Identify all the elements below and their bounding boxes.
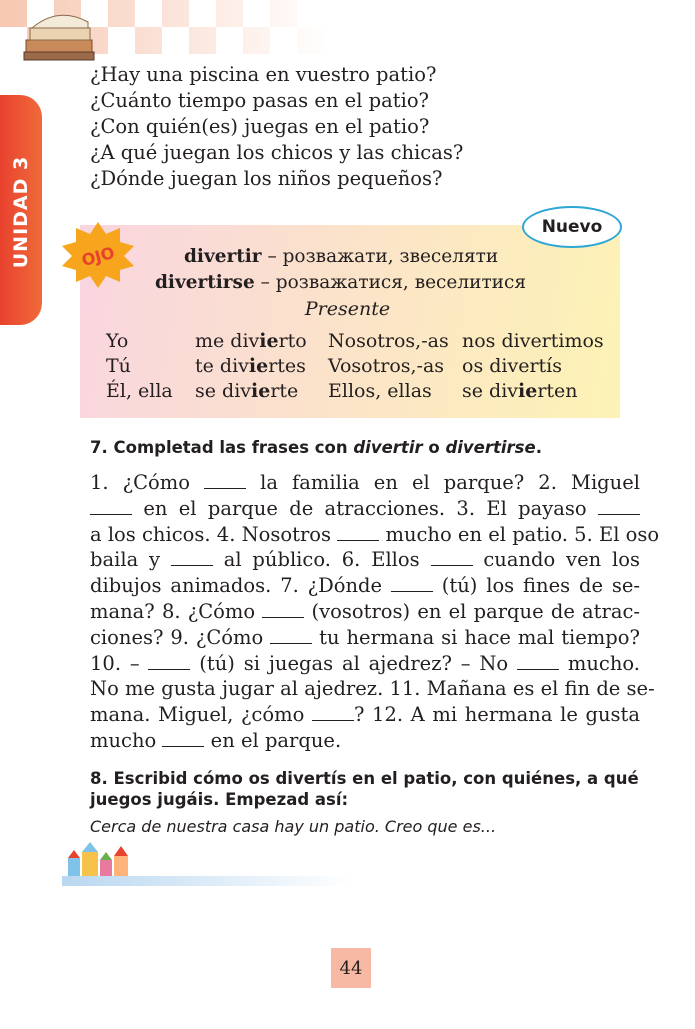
conj-form-plural: se divierten (462, 380, 578, 402)
exercise-text: (vosotros) en el parque de atrac- (304, 599, 640, 623)
answer-blank (517, 655, 559, 670)
answer-blank (431, 551, 473, 566)
answer-blank (262, 603, 304, 618)
exercise-text: dibujos animados. 7. ¿Dónde (90, 574, 391, 598)
answer-blank (204, 474, 246, 489)
exercise-text: 10. – (90, 651, 149, 675)
question-item: ¿Cuánto tiempo pasas en el patio? (90, 89, 430, 112)
exercise-8-title: 8. Escribid cómo os divertís en el patio, con quiénes, a qué juegos jugáis. Empezad así: (90, 769, 639, 809)
exercise-text: al público. 6. Ellos (212, 548, 431, 572)
answer-blank (171, 551, 213, 566)
answer-blank (162, 732, 204, 747)
nuevo-badge: Nuevo (522, 206, 622, 248)
question-item: ¿Con quién(es) juegas en el patio? (90, 115, 430, 138)
conj-form-plural: nos divertimos (462, 330, 604, 352)
verb-word: divertir (184, 246, 262, 267)
verb-divertir (184, 246, 498, 267)
verb-translation: – розважатися, веселитися (260, 272, 527, 293)
exercise-text: ciones? 9. ¿Cómo (90, 625, 271, 649)
houses-decoration-icon (62, 838, 352, 888)
exercise-text: tu hermana si hace mal tiempo? (312, 625, 640, 649)
exercise-text: No me gusta jugar al ajedrez. 11. Mañana es el fin de se- (90, 677, 655, 701)
exercise-line (90, 702, 640, 728)
unit-label: UNIDAD 3 (10, 155, 32, 269)
exercise-text: en el parque. (204, 728, 342, 752)
exercise-line (90, 625, 640, 651)
ojo-badge-label: OJO (79, 243, 117, 270)
answer-blank (312, 706, 354, 721)
exercise-line (90, 522, 660, 548)
exercise-8-start: Cerca de nuestra casa hay un patio. Creo que es... (90, 817, 497, 836)
exercise-line (90, 651, 640, 677)
exercise-text: baila y (90, 548, 171, 572)
conj-form: se divierte (195, 380, 299, 402)
question-list (90, 62, 463, 192)
answer-blank (391, 577, 433, 592)
exercise-text: mana. Miguel, ¿cómo (90, 703, 312, 727)
answer-blank (270, 629, 312, 644)
question-item: ¿Hay una piscina en vuestro patio? (90, 63, 437, 86)
exercise-line (90, 573, 640, 599)
question-item: ¿Dónde juegan los niños pequeños? (90, 167, 443, 190)
exercise-line (90, 496, 640, 522)
exercise-text: 1. ¿Cómo (90, 471, 205, 494)
exercise-7-text (90, 470, 660, 754)
exercise-text: (tú) si juegas al ajedrez? – No (190, 651, 518, 675)
books-icon (18, 0, 98, 62)
answer-blank (90, 500, 132, 515)
verb-word: divertirse (155, 272, 255, 293)
exercise-line (90, 728, 640, 754)
exercise-line (90, 470, 640, 496)
answer-blank (148, 655, 190, 670)
page-number: 44 (331, 948, 371, 988)
conj-form: me divierto (195, 330, 307, 352)
exercise-line (90, 676, 655, 702)
exercise-text: mucho (90, 728, 163, 752)
exercise-7-title: 7. Completad las frases con divertir o divertirse. (90, 438, 542, 457)
exercise-line (90, 599, 640, 625)
answer-blank (337, 526, 379, 541)
exercise-text: (tú) los fines de se- (432, 574, 640, 598)
exercise-text: mucho. (559, 651, 640, 675)
conj-pronoun: Yo (106, 330, 129, 352)
tense-label: Presente (304, 298, 391, 320)
answer-blank (598, 500, 640, 515)
exercise-text: mana? 8. ¿Cómo (90, 599, 263, 623)
verb-translation: – розважати, звеселяти (267, 246, 499, 267)
exercise-line (90, 547, 640, 573)
exercise-text: a los chicos. 4. Nosotros (90, 522, 338, 546)
ojo-badge-icon (60, 220, 136, 290)
conj-pronoun: Tú (106, 355, 131, 377)
exercise-text: en el parque de atracciones. 3. El payaso (132, 496, 598, 520)
exercise-text: la familia en el parque? 2. Miguel (246, 471, 640, 494)
exercise-text: cuando ven los (472, 548, 640, 572)
exercise-text: mucho en el patio. 5. El oso (379, 522, 660, 546)
exercise-text: ? 12. A mi hermana le gusta (353, 703, 640, 727)
conj-pronoun: Él, ella (106, 380, 173, 402)
verb-divertirse (155, 272, 526, 293)
question-item: ¿A qué juegan los chicos y las chicas? (90, 141, 464, 164)
conj-pronoun-plural: Ellos, ellas (328, 380, 432, 402)
conj-pronoun-plural: Nosotros,-as (328, 330, 449, 352)
conj-form-plural: os divertís (462, 355, 562, 377)
conj-form: te diviertes (195, 355, 306, 377)
conj-pronoun-plural: Vosotros,-as (328, 355, 445, 377)
